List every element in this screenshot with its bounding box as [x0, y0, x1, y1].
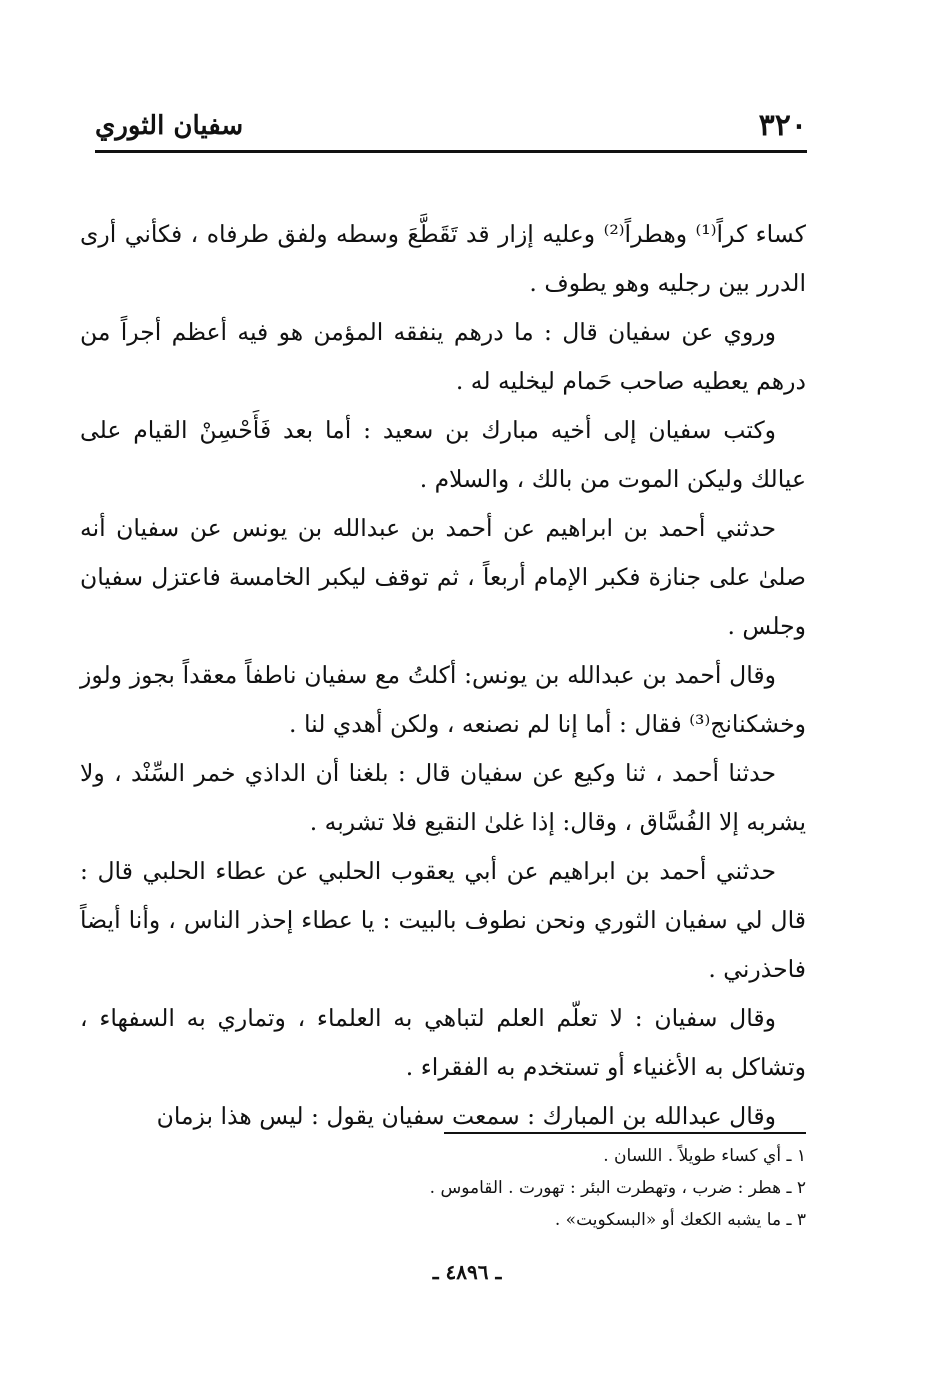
paragraph: وقال سفيان : لا تعلّم العلم لتباهي به العلماء ، وتماري به السفهاء ، وتشاكل به الأغنياء أو تستخدم به الفقراء . — [80, 1004, 806, 1081]
footnotes — [206, 1140, 806, 1236]
paragraph: وقال أحمد بن عبدالله بن يونس: أكلتُ مع سفيان ناطفاً معقداً بجوز ولوز وخشكنانج⁽³⁾ فقال : أما إنا لم نصنعه ، ولكن أهدي لنا . — [80, 661, 806, 738]
paragraph: كساء كراً⁽¹⁾ وهطراً⁽²⁾ وعليه إزار قد تَقَطَّعَ وسطه ولفق طرفاه ، فكأني أرى الدرر بين رجليه وهو يطوف . — [80, 220, 806, 297]
paragraph: حدثني أحمد بن ابراهيم عن أحمد بن عبدالله بن يونس عن سفيان أنه صلىٰ على جنازة فكبر الإمام أربعاً ، ثم توقف ليكبر الخامسة فاعتزل سفيان وجلس . — [80, 514, 806, 640]
footnote: ٣ ـ ما يشبه الكعك أو «البسكويت» . — [554, 1210, 806, 1230]
page-code: ـ ٤٨٩٦ ـ — [432, 1260, 502, 1284]
paragraph: وكتب سفيان إلى أخيه مبارك بن سعيد : أما بعد فَأَحْسِنْ القيام على عيالك وليكن الموت من بالك ، والسلام . — [80, 416, 806, 493]
page-number: ٣٢٠ — [758, 108, 807, 143]
footnote: ٢ ـ هطر : ضرب ، وتهطرت البئر : تهورت . القاموس . — [429, 1178, 806, 1198]
main-text — [80, 210, 806, 1141]
paragraph: وروي عن سفيان قال : ما درهم ينفقه المؤمن هو فيه أعظم أجراً من درهم يعطيه صاحب حَمام ليخليه له . — [80, 318, 806, 395]
paragraph: وقال عبدالله بن المبارك : سمعت سفيان يقول : ليس هذا بزمان — [156, 1102, 776, 1130]
paragraph: حدثني أحمد بن ابراهيم عن أبي يعقوب الحلبي عن عطاء الحلبي قال : قال لي سفيان الثوري ونحن نطوف بالبيت : يا عطاء إحذر الناس ، وأنا أيضاً فاحذرني . — [80, 857, 806, 983]
running-title: سفيان الثوري — [95, 111, 244, 141]
running-header — [95, 104, 807, 148]
footnote-divider — [444, 1132, 806, 1134]
footnote: ١ ـ أي كساء طويلاً . اللسان . — [603, 1146, 806, 1166]
header-divider — [95, 150, 807, 153]
paragraph: حدثنا أحمد ، ثنا وكيع عن سفيان قال : بلغنا أن الداذي خمر السِّنْد ، ولا يشربه إلا الفُسَّاق ، وقال: إذا غلىٰ النقيع فلا تشربه . — [80, 759, 806, 836]
